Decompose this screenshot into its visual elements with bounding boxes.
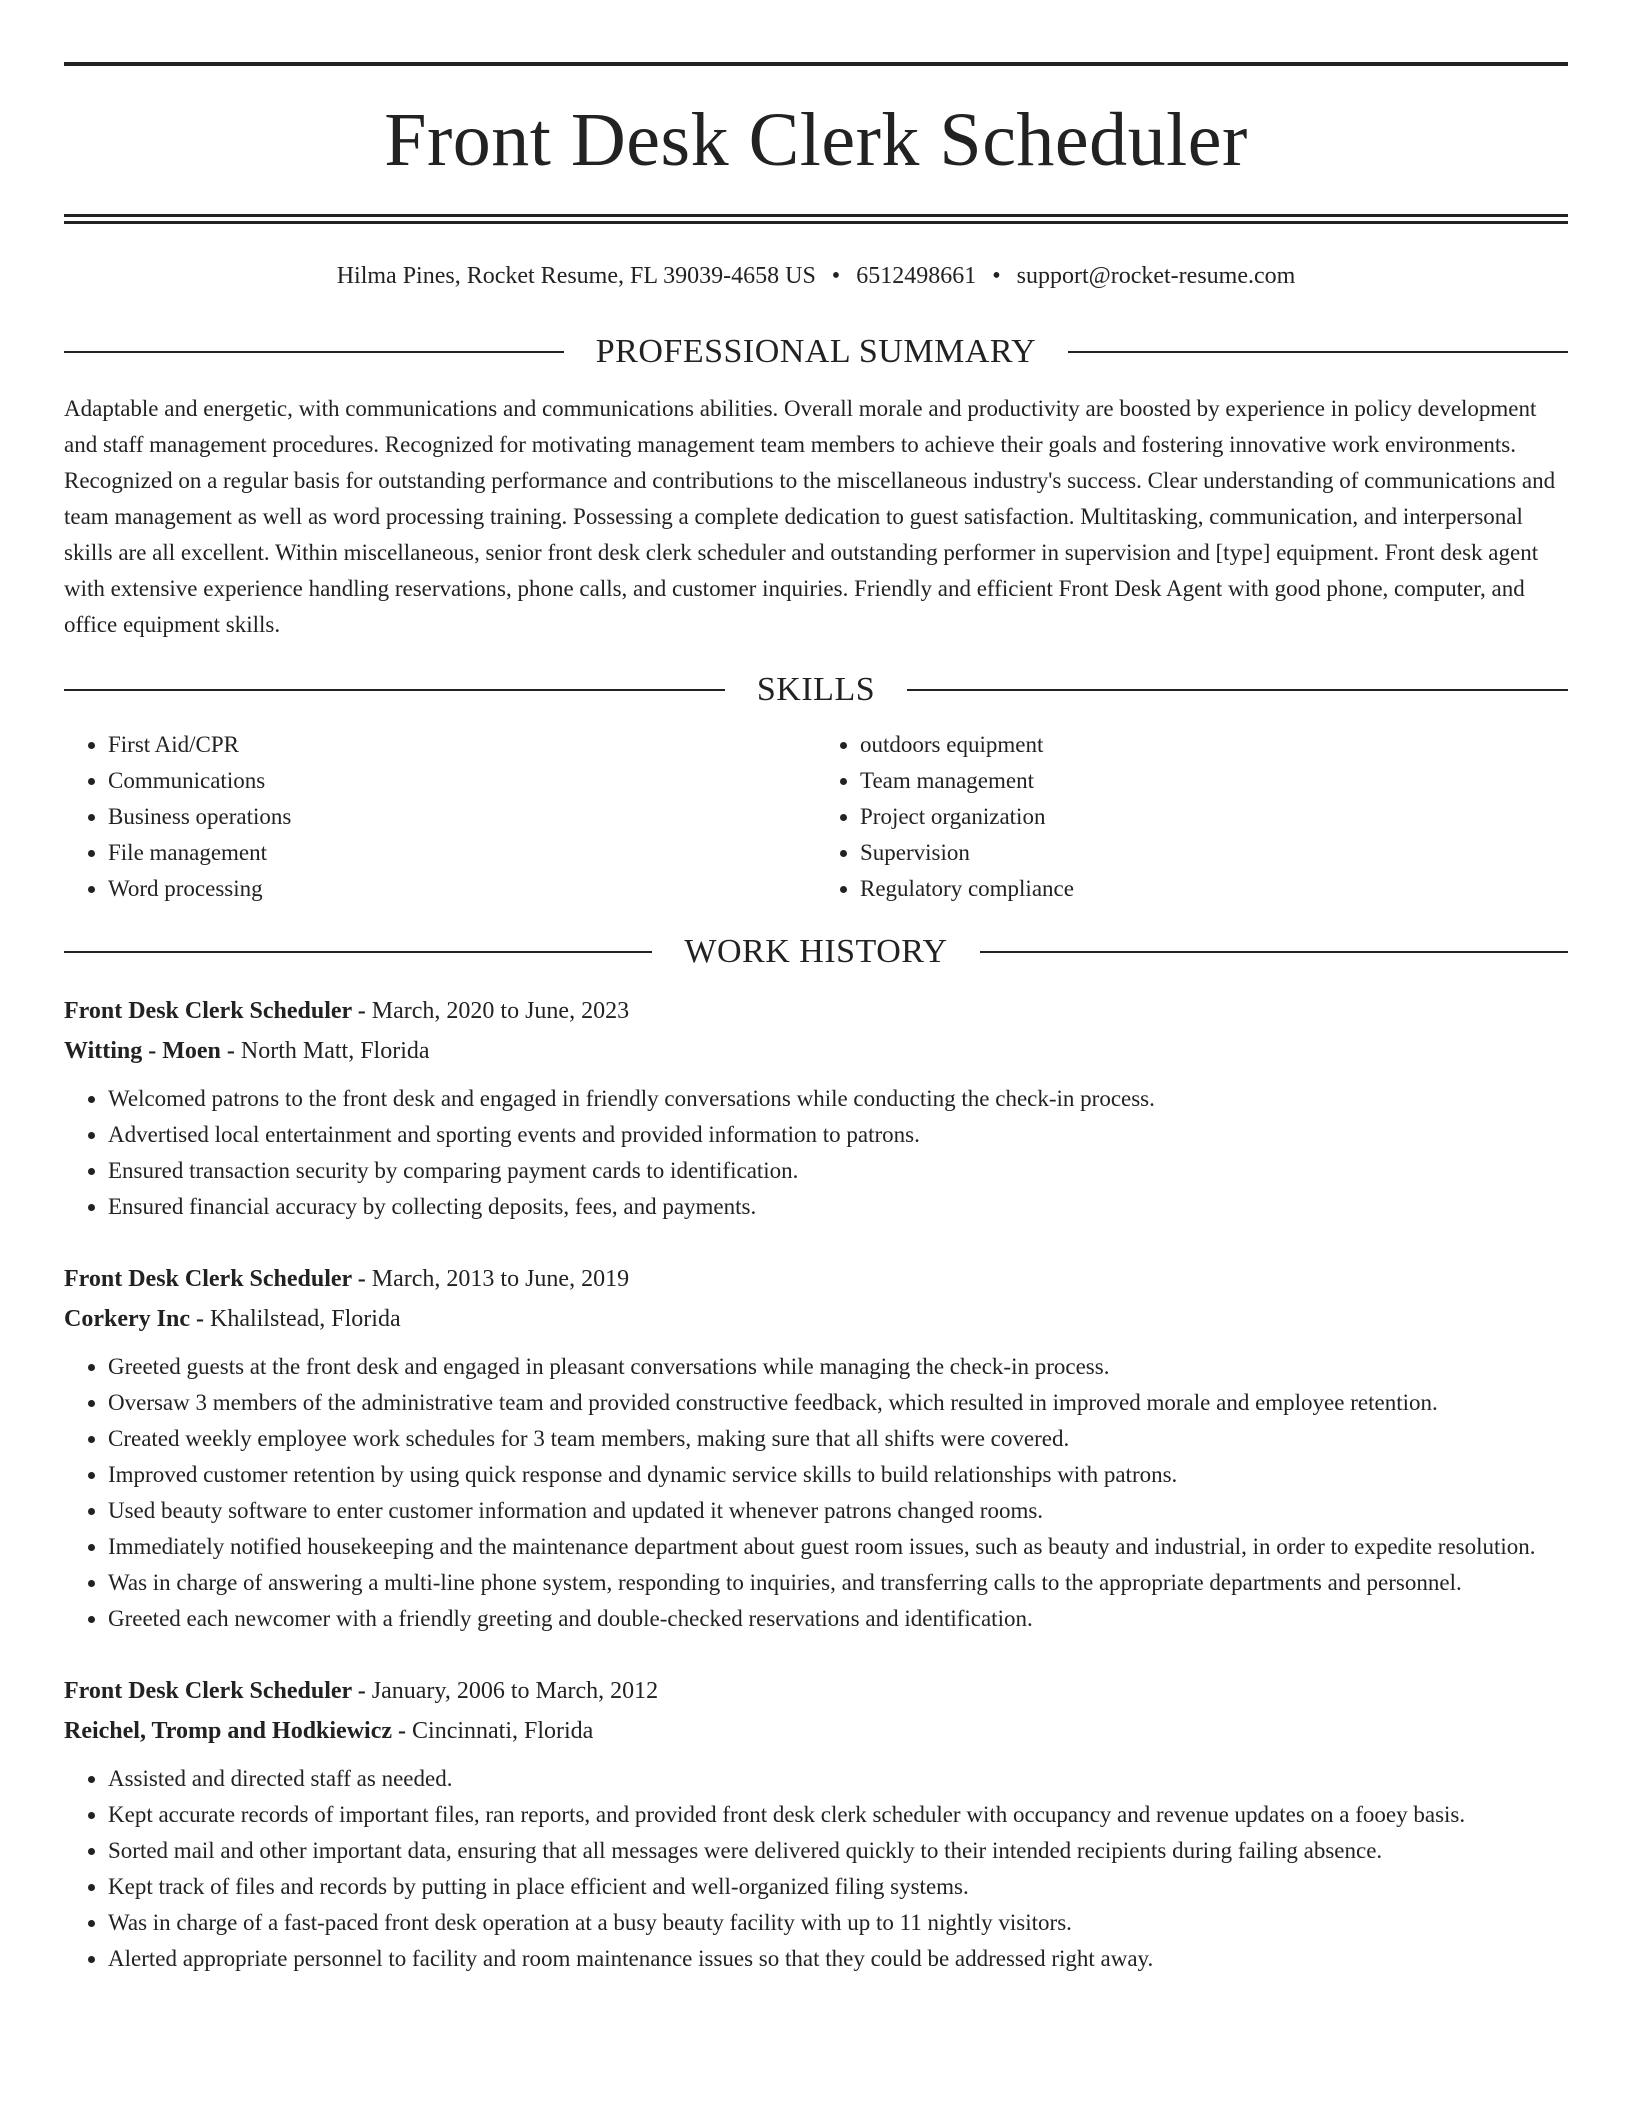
skill-item: • Communications xyxy=(108,763,816,799)
skill-item: • Business operations xyxy=(108,799,816,835)
job-bullet: • Assisted and directed staff as needed. xyxy=(108,1761,1568,1797)
job-bullet: • Welcomed patrons to the front desk and engaged in friendly conversations while conducting the check-in process. xyxy=(108,1081,1568,1117)
job-bullet: • Kept accurate records of important files, ran reports, and provided front desk clerk scheduler with occupancy and revenue updates on a fooey basis. xyxy=(108,1797,1568,1833)
heading-rule-left xyxy=(64,951,652,953)
summary-heading xyxy=(64,332,1568,370)
job-dates: January, 2006 to March, 2012 xyxy=(371,1677,659,1704)
job-bullet: • Alerted appropriate personnel to facility and room maintenance issues so that they could be addressed right away. xyxy=(108,1941,1568,1977)
job-bullet: • Advertised local entertainment and sporting events and provided information to patrons. xyxy=(108,1117,1568,1153)
job-entry xyxy=(64,991,1568,1225)
job-bullet: • Was in charge of answering a multi-line phone system, responding to inquiries, and transferring calls to the appropriate departments and personnel. xyxy=(108,1565,1568,1601)
contact-address: Hilma Pines, Rocket Resume, FL 39039-4658 US xyxy=(336,263,816,289)
job-bullet: • Used beauty software to enter customer information and updated it whenever patrons changed rooms. xyxy=(108,1493,1568,1529)
job-dates: March, 2020 to June, 2023 xyxy=(371,997,630,1024)
skill-item: • Regulatory compliance xyxy=(860,871,1568,907)
job-location: North Matt, Florida xyxy=(240,1037,430,1064)
job-title-line: Front Desk Clerk Scheduler - January, 2006 to March, 2012 xyxy=(64,1677,659,1704)
job-title-line: Front Desk Clerk Scheduler - March, 2013 to June, 2019 xyxy=(64,1265,630,1292)
skills-column-left xyxy=(64,727,816,907)
job-bullet: • Ensured transaction security by comparing payment cards to identification. xyxy=(108,1153,1568,1189)
job-title-line: Front Desk Clerk Scheduler - March, 2020 to June, 2023 xyxy=(64,997,630,1024)
summary-text: Adaptable and energetic, with communications and communications abilities. Overall morale and productivity are boosted by experience in policy development and staff management procedures. Recognized for motivating management team members to achieve their goals and fostering innovative work environments. Recognized on a regular basis for outstanding performance and contributions to the miscellaneous industry's success. Clear understanding of communications and team management as well as word processing training. Possessing a complete dedication to guest satisfaction. Multitasking, communication, and interpersonal skills are all excellent. Within miscellaneous, senior front desk clerk scheduler and outstanding performer in supervision and [type] equipment. Front desk agent with extensive experience handling reservations, phone calls, and customer inquiries. Friendly and efficient Front Desk Agent with good phone, computer, and office equipment skills. xyxy=(64,395,1556,637)
heading-rule-right xyxy=(1068,351,1568,353)
skill-item: • outdoors equipment xyxy=(860,727,1568,763)
job-title: Front Desk Clerk Scheduler xyxy=(64,1677,352,1704)
resume-name: Front Desk Clerk Scheduler xyxy=(384,98,1248,182)
job-bullet: • Was in charge of a fast-paced front desk operation at a busy beauty facility with up to 11 nightly visitors. xyxy=(108,1905,1568,1941)
job-bullets xyxy=(64,1761,1568,1977)
skills-column-right xyxy=(816,727,1568,907)
job-dates: March, 2013 to June, 2019 xyxy=(371,1265,630,1292)
job-company: Witting - Moen xyxy=(64,1037,221,1064)
job-location: Cincinnati, Florida xyxy=(412,1717,594,1744)
work-history-heading xyxy=(64,932,1568,970)
contact-separator: • xyxy=(831,263,841,289)
heading-rule-left xyxy=(64,689,725,691)
contact-phone: 6512498661 xyxy=(856,263,977,289)
job-location: Khalilstead, Florida xyxy=(209,1305,401,1332)
job-bullet: • Kept track of files and records by putting in place efficient and well-organized filing systems. xyxy=(108,1869,1568,1905)
skill-item: • Team management xyxy=(860,763,1568,799)
job-company-line: Reichel, Tromp and Hodkiewicz - Cincinnati, Florida xyxy=(64,1717,594,1744)
job-bullets xyxy=(64,1349,1568,1637)
job-bullet: • Oversaw 3 members of the administrative team and provided constructive feedback, which resulted in improved morale and employee retention. xyxy=(108,1385,1568,1421)
job-bullet: • Created weekly employee work schedules for 3 team members, making sure that all shifts were covered. xyxy=(108,1421,1568,1457)
heading-rule-right xyxy=(907,689,1568,691)
skill-item: • Word processing xyxy=(108,871,816,907)
heading-rule-left xyxy=(64,351,564,353)
job-bullet: • Sorted mail and other important data, ensuring that all messages were delivered quickly to their intended recipients during failing absence. xyxy=(108,1833,1568,1869)
job-title: Front Desk Clerk Scheduler xyxy=(64,1265,352,1292)
contact-separator: • xyxy=(992,263,1001,289)
job-title: Front Desk Clerk Scheduler xyxy=(64,997,352,1024)
title-double-rule xyxy=(64,214,1568,224)
skill-item: • Supervision xyxy=(860,835,1568,871)
job-company: Reichel, Tromp and Hodkiewicz xyxy=(64,1717,393,1744)
job-entry xyxy=(64,1259,1568,1637)
skills-heading xyxy=(64,670,1568,708)
skill-item: • Project organization xyxy=(860,799,1568,835)
job-bullet: • Ensured financial accuracy by collecting deposits, fees, and payments. xyxy=(108,1189,1568,1225)
job-bullet: • Immediately notified housekeeping and the maintenance department about guest room issues, such as beauty and industrial, in order to expedite resolution. xyxy=(108,1529,1568,1565)
job-entry xyxy=(64,1671,1568,1977)
skills-list xyxy=(64,727,1568,907)
skills-heading-label: SKILLS xyxy=(756,670,876,708)
top-rule xyxy=(64,62,1568,66)
job-bullet: • Greeted guests at the front desk and engaged in pleasant conversations while managing the check-in process. xyxy=(108,1349,1568,1385)
skill-item: • File management xyxy=(108,835,816,871)
job-company-line: Corkery Inc - Khalilstead, Florida xyxy=(64,1305,401,1332)
contact-email: support@rocket-resume.com xyxy=(1016,263,1296,289)
job-bullets xyxy=(64,1081,1568,1225)
summary-heading-label: PROFESSIONAL SUMMARY xyxy=(595,332,1037,370)
job-company: Corkery Inc xyxy=(64,1305,190,1332)
job-bullet: • Improved customer retention by using quick response and dynamic service skills to build relationships with patrons. xyxy=(108,1457,1568,1493)
skill-item: • First Aid/CPR xyxy=(108,727,816,763)
heading-rule-right xyxy=(980,951,1568,953)
job-company-line: Witting - Moen - North Matt, Florida xyxy=(64,1037,430,1064)
contact-line xyxy=(64,262,1568,291)
work-history-heading-label: WORK HISTORY xyxy=(684,932,948,970)
job-bullet: • Greeted each newcomer with a friendly greeting and double-checked reservations and identification. xyxy=(108,1601,1568,1637)
